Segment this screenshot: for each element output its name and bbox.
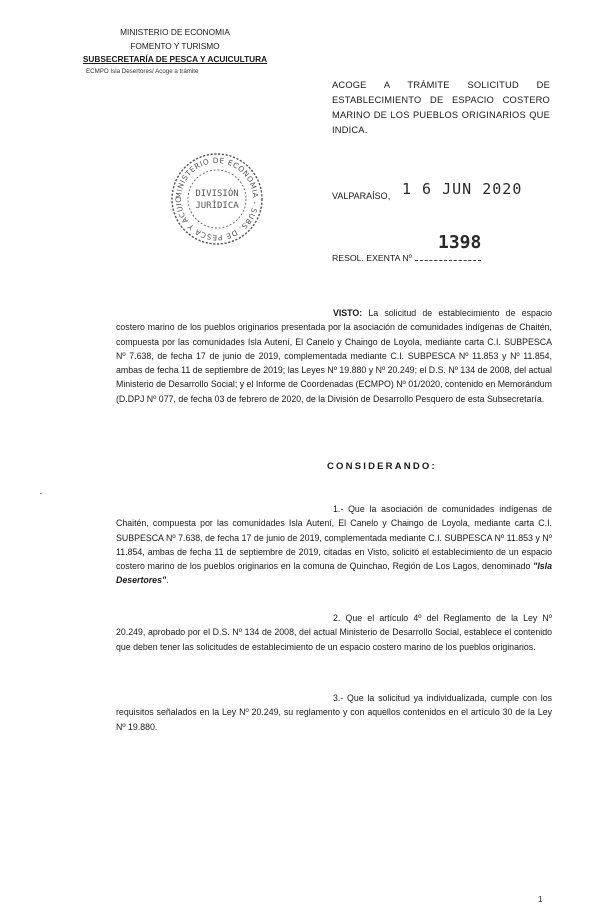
- resolution-number: 1398: [438, 232, 482, 253]
- considerando-3-text: Que la solicitud ya individualizada, cumple con los requisitos señalados en la Ley Nº 20.249, su reglamento y con aquellos contenidos en el artículo 30 de la Ley Nº 19.880.: [116, 693, 552, 732]
- considerando-1-number: 1.-: [333, 504, 344, 514]
- considerando-heading: CONSIDERANDO:: [327, 461, 437, 472]
- letterhead-ministry-sub: FOMENTO Y TURISMO: [130, 40, 220, 51]
- date-stamp: 1 6 JUN 2020: [402, 180, 523, 198]
- visto-text: La solicitud de establecimiento de espacio costero marino de los pueblos originarios presentada por la asociación de comunidades indígenas de Chaitén, compuesta por las comunidades Isla Autení, El Canelo y Chaingo de Loyola, mediante carta C.I. SUBPESCA Nº 7.638, de fecha 17 de junio de 2019, complementada mediante C.I. SUBPESCA Nº 11.853 y Nº 11.854, ambas de fecha 11 de septiembre de 2019; las Leyes Nº 19.880 y Nº 20.249; el D.S. Nº 134 de 2008, del actual Ministerio de Desarrollo Social; y el Informe de Coordenadas (ECMPO) Nº 01/2020, contenido en Memorándum (D.DPJ Nº 077, de fecha 03 de febrero de 2020, de la División de Desarrollo Pesquero de esta Subsecretaría.: [116, 308, 552, 404]
- considerando-3-number: 3.-: [333, 693, 344, 703]
- scan-mark: [40, 493, 42, 494]
- considerando-1-place-name: "Isla Desertores": [116, 561, 552, 586]
- resolution-label-row: [332, 253, 481, 263]
- page-number: 1: [538, 895, 543, 904]
- considerando-1-text: Que la asociación de comunidades indígenas de Chaitén, compuesta por las comunidades Isla Autení, El Canelo y Chaingo de Loyola, mediante carta C.I. SUBPESCA Nº 7.638, de fecha 17 de junio de 2019, complementada mediante C.I. SUBPESCA Nº 11.853 y Nº 11.854, ambas de fecha 11 de septiembre de 2019, citadas en Visto, solicitó el establecimiento de un espacio costero marino de los pueblos originarios en la comuna de Quinchao, Región de Los Lagos, denominado: [116, 504, 552, 572]
- visto-label: VISTO:: [333, 308, 363, 318]
- stamp-ring-text: MINISTERIO DE ECONOMIA - SUBS. DE PESCA Y ACUIC: [173, 155, 261, 243]
- resolution-blank-line: [415, 260, 481, 261]
- letterhead-ministry: MINISTERIO DE ECONOMIA: [120, 27, 230, 37]
- letterhead-reference: ECMPO Isla Desertores/ Acoge a trámite: [86, 67, 199, 75]
- visto-paragraph: [116, 306, 552, 406]
- considerando-1-end: .: [166, 575, 169, 586]
- resolution-label: RESOL. EXENTA Nº: [332, 253, 412, 263]
- division-juridica-stamp: [168, 150, 266, 248]
- stamp-line-1: DIVISIÓN: [195, 189, 239, 199]
- letterhead-subsecretaria: SUBSECRETARÍA DE PESCA Y ACUICULTURA: [82, 54, 268, 64]
- considerando-3: [116, 691, 552, 734]
- considerando-2: [116, 611, 552, 654]
- document-subject: ACOGE A TRÁMITE SOLICITUD DE ESTABLECIMIENTO DE ESPACIO COSTERO MARINO DE LOS PUEBLOS ORIGINARIOS QUE INDICA.: [332, 80, 550, 135]
- considerando-2-text: Que el artículo 4º del Reglamento de la Ley Nº 20.249, aprobado por el D.S. Nº 134 de 2008, del actual Ministerio de Desarrollo Social, establece el contenido que deben tener las solicitudes de establecimiento de un espacio costero marino de los pueblos originarios.: [116, 613, 552, 652]
- stamp-line-2: JURÍDICA: [195, 201, 239, 211]
- letterhead: [80, 26, 270, 77]
- considerando-1: [116, 502, 552, 588]
- considerando-2-number: 2.: [333, 613, 341, 623]
- place-label: VALPARAÍSO,: [332, 191, 391, 201]
